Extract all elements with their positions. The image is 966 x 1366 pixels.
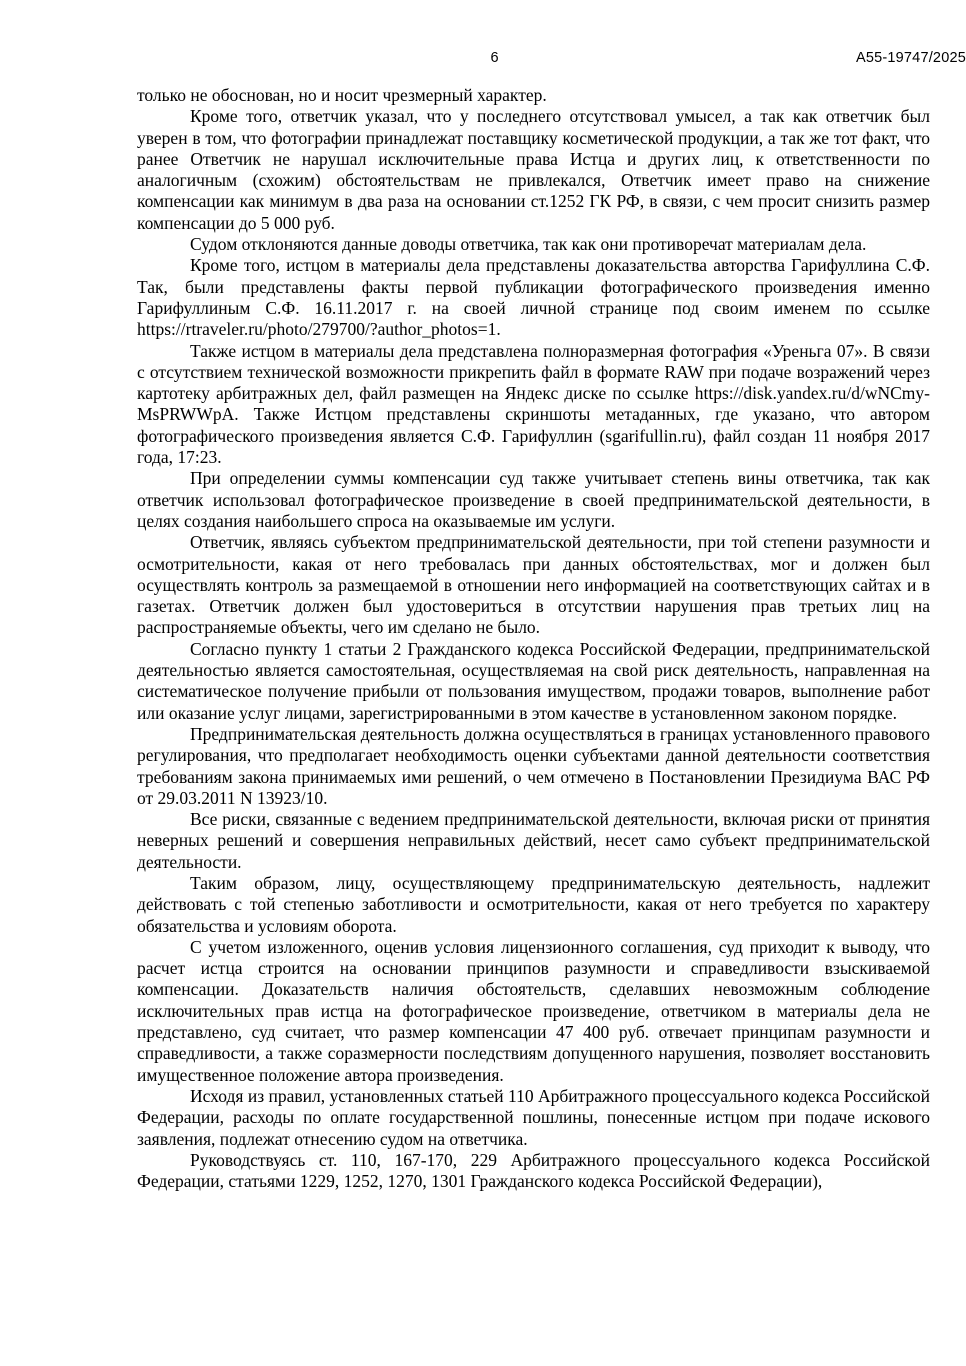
- paragraph-degree-of-guilt: При определении суммы компенсации суд также учитывает степень вины ответчика, так как ответчик использовал фотографическое произведение в своей предпринимательской деятельности, в целях создания наибольшего спроса на оказываемые им услуги.: [137, 468, 930, 531]
- paragraph-continuation: только не обоснован, но и носит чрезмерный характер.: [137, 85, 547, 105]
- document-body: [137, 85, 930, 1192]
- case-number: А55-19747/2025: [855, 50, 966, 66]
- paragraph-respondent-arguments: Кроме того, ответчик указал, что у последнего отсутствовал умысел, а так как ответчик был уверен в том, что фотографии принадлежат поставщику косметической продукции, а так же тот факт, что ранее Ответчик не нарушал исключительные права Истца и других лиц, к ответственности по аналогичным (схожим) обстоятельствам не привлекался, Ответчик имеет право на снижение компенсации как минимум в два раза на основании ст.1252 ГК РФ, в связи, с чем просит снизить размер компенсации до 5 000 руб.: [137, 106, 930, 233]
- paragraph-due-diligence: Таким образом, лицу, осуществляющему предпринимательскую деятельность, надлежит действовать с той степенью заботливости и осмотрительности, какая от него требуется по характеру обязательства и условиям оборота.: [137, 872, 930, 936]
- page-number: 6: [490, 50, 499, 66]
- paragraph-business-regulation: Предпринимательская деятельность должна осуществляться в границах установленного правового регулирования, что предполагает необходимость оценки субъектами данной деятельности соответствия требованиям закона принимаемых ими решений, о чем отмечено в Постановлении Президиума ВАС РФ от 29.03.2011 N 13923/10.: [137, 723, 930, 808]
- paragraph-authorship-evidence: Кроме того, истцом в материалы дела представлены доказательства авторства Гарифуллина С.Ф. Так, были представлены факты первой публикации фотографического произведения именно Гарифуллиным С.Ф. 16.11.2017 г. на своей личной странице под своим именем по ссылке https://rtraveler.ru/photo/279700/?author_photos=1.: [137, 255, 930, 340]
- paragraph-court-rejects: Судом отклоняются данные доводы ответчика, так как они противоречат материалам дела.: [190, 234, 867, 255]
- paragraph-respondent-duty: Ответчик, являясь субъектом предпринимательской деятельности, при той степени разумности и осмотрительности, какая от него требовалась при данных обстоятельствах, мог и должен был осуществлять контроль за размещаемой в отношении него информацией на соответствующих сайтах и в газетах. Ответчик должен был удостовериться в отсутствии нарушения прав третьих лиц на распространяемые объекты, чего им сделано не было.: [137, 532, 930, 638]
- paragraph-civil-code-article-2: Согласно пункту 1 статьи 2 Гражданского кодекса Российской Федерации, предпринимательской деятельностью является самостоятельная, осуществляемая на свой риск деятельность, направленная на систематическое получение прибыли от пользования имуществом, продажи товаров, выполнение работ или оказание услуг лицами, зарегистрированными в этом качестве в установленном законом порядке.: [137, 638, 930, 723]
- page-header: [137, 50, 966, 70]
- paragraph-state-duty: Исходя из правил, установленных статьей 110 Арбитражного процессуального кодекса Российской Федерации, расходы по оплате государственной пошлины, понесенные истцом при подаче искового заявления, подлежат отнесению судом на ответчика.: [137, 1085, 930, 1149]
- paragraph-business-risks: Все риски, связанные с ведением предпринимательской деятельности, включая риски от принятия неверных решений и совершения неправильных действий, несет само субъект предпринимательской деятельности.: [137, 809, 930, 872]
- paragraph-guided-by-articles: Руководствуясь ст. 110, 167-170, 229 Арбитражного процессуального кодекса Российской Федерации, статьями 1229, 1252, 1270, 1301 Гражданского кодекса Российской Федерации),: [137, 1149, 930, 1192]
- paragraph-compensation-conclusion: С учетом изложенного, оценив условия лицензионного соглашения, суд приходит к выводу, что расчет истца строится на основании принципов разумности и справедливости взыскиваемой компенсации. Доказательств наличия обстоятельств, сделавших невозможным соблюдение исключительных прав истца на фотографическое произведение, ответчиком в материалы дела не представлено, суд считает, что размер компенсации 47 400 руб. отвечает принципам разумности и справедливости, а также соразмерности последствиям допущенного нарушения, позволяет восстановить имущественное положение автора произведения.: [137, 936, 930, 1085]
- paragraph-photo-file-evidence: Также истцом в материалы дела представлена полноразмерная фотография «Уреньга 07». В связи с отсутствием технической возможности прикрепить файл в формате RAW при подаче возражений через картотеку арбитражных дел, файл размещен на Яндекс диске по ссылке https://disk.yandex.ru/d/wNCmy-MsPRWWpA. Также Истцом представлены скриншоты метаданных, где указано, что автором фотографического произведения является С.Ф. Гарифуллин (sgarifullin.ru), файл создан 11 ноября 2017 года, 17:23.: [137, 340, 930, 468]
